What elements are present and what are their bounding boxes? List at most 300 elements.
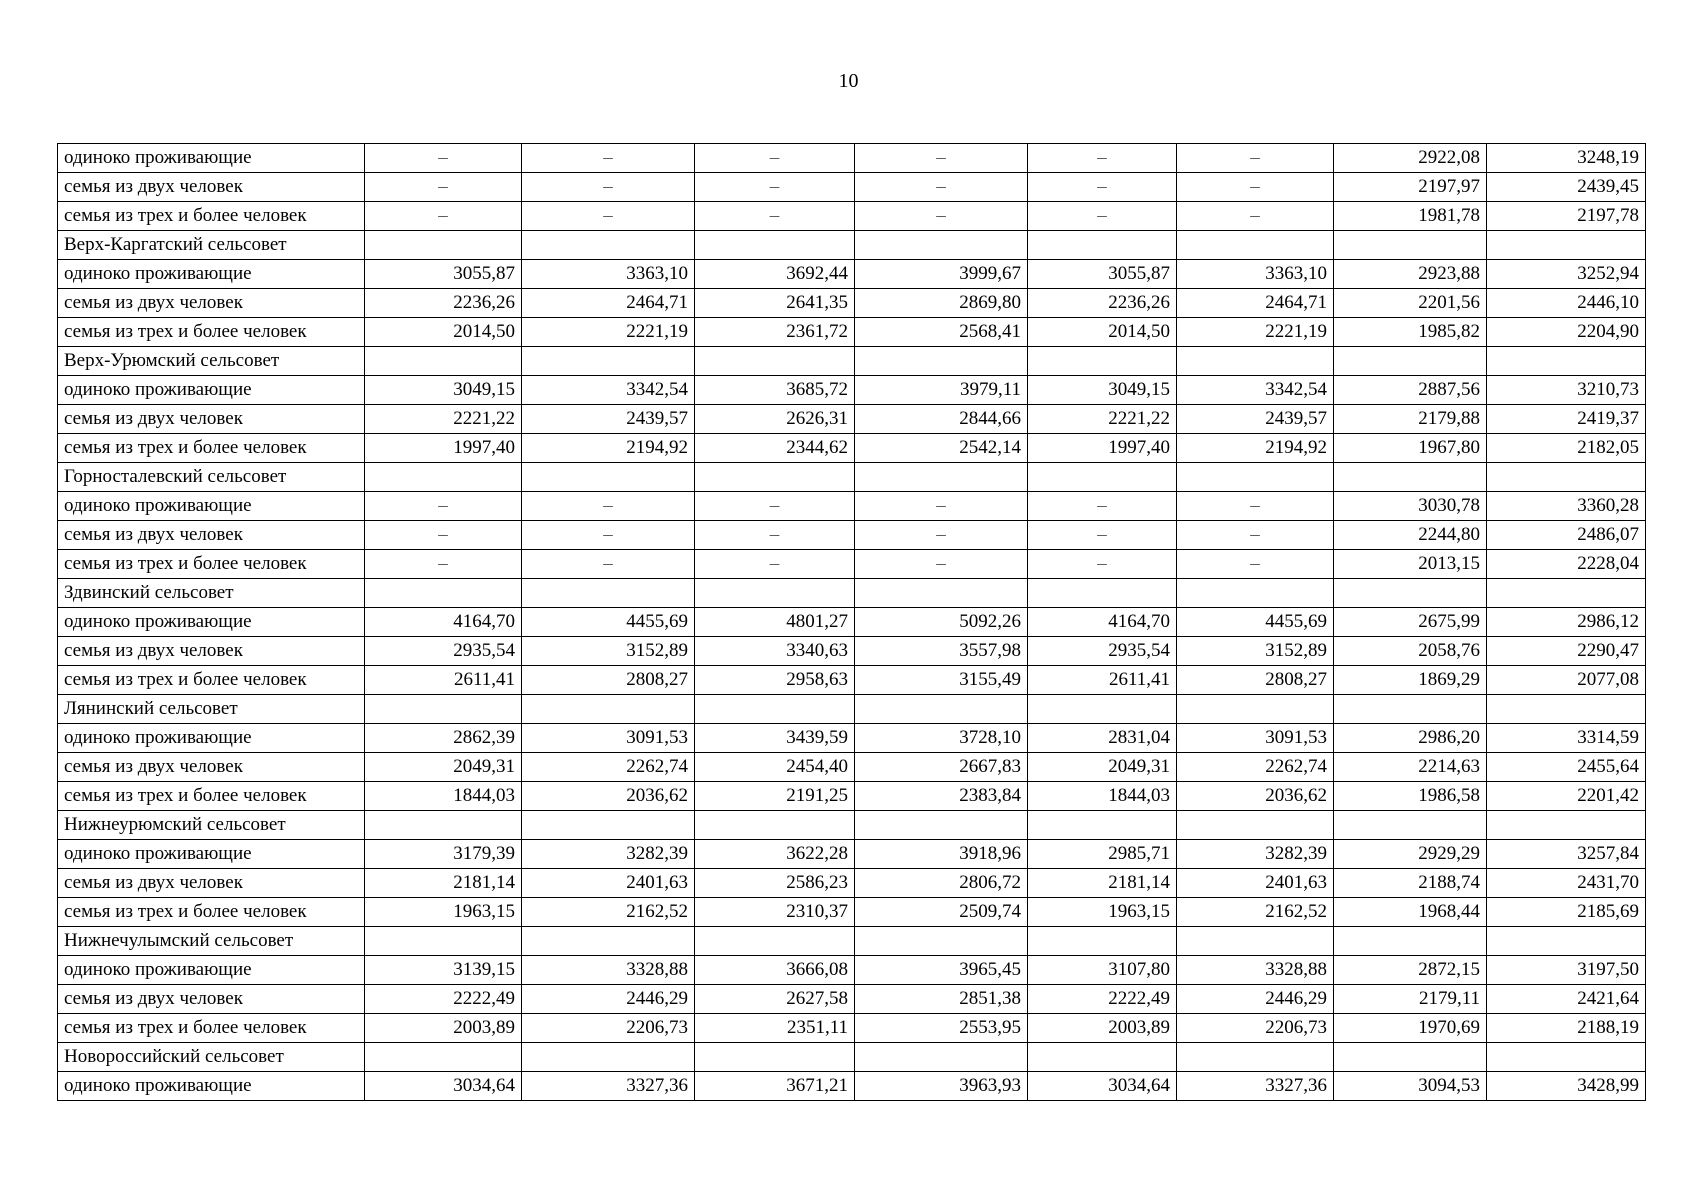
empty-cell <box>365 811 522 840</box>
value-cell: 3314,59 <box>1487 724 1646 753</box>
value-cell: 3091,53 <box>1177 724 1334 753</box>
value-cell: 3666,08 <box>695 956 855 985</box>
value-cell: 2197,97 <box>1334 173 1487 202</box>
value-cell: 2568,41 <box>855 318 1028 347</box>
value-cell: 3282,39 <box>522 840 695 869</box>
value-cell: 2204,90 <box>1487 318 1646 347</box>
value-cell: 2194,92 <box>522 434 695 463</box>
empty-cell <box>365 463 522 492</box>
value-cell: 2446,29 <box>1177 985 1334 1014</box>
empty-cell <box>1028 463 1177 492</box>
table-row <box>58 289 1646 318</box>
value-cell: 2013,15 <box>1334 550 1487 579</box>
value-cell: 3049,15 <box>365 376 522 405</box>
value-cell: 3210,73 <box>1487 376 1646 405</box>
value-cell: 4455,69 <box>1177 608 1334 637</box>
value-cell: – <box>695 521 855 550</box>
empty-cell <box>695 811 855 840</box>
empty-cell <box>365 231 522 260</box>
empty-cell <box>1334 231 1487 260</box>
value-cell: 3360,28 <box>1487 492 1646 521</box>
value-cell: 2179,88 <box>1334 405 1487 434</box>
table-body <box>58 144 1646 1101</box>
empty-cell <box>855 811 1028 840</box>
empty-cell <box>855 695 1028 724</box>
empty-cell <box>365 1043 522 1072</box>
value-cell: 2641,35 <box>695 289 855 318</box>
value-cell: 1869,29 <box>1334 666 1487 695</box>
value-cell: 2188,19 <box>1487 1014 1646 1043</box>
value-cell: – <box>1177 144 1334 173</box>
value-cell: 3692,44 <box>695 260 855 289</box>
value-cell: – <box>855 521 1028 550</box>
value-cell: – <box>522 521 695 550</box>
group-label: Горносталевский сельсовет <box>58 463 365 492</box>
row-label: одиноко проживающие <box>58 492 365 521</box>
table-row <box>58 869 1646 898</box>
empty-cell <box>522 927 695 956</box>
value-cell: – <box>695 202 855 231</box>
group-header-row <box>58 231 1646 260</box>
table-row <box>58 753 1646 782</box>
value-cell: 2014,50 <box>1028 318 1177 347</box>
value-cell: 3257,84 <box>1487 840 1646 869</box>
value-cell: – <box>365 492 522 521</box>
value-cell: 3094,53 <box>1334 1072 1487 1101</box>
value-cell: 3685,72 <box>695 376 855 405</box>
table-row <box>58 637 1646 666</box>
value-cell: 3671,21 <box>695 1072 855 1101</box>
value-cell: 3428,99 <box>1487 1072 1646 1101</box>
row-label: одиноко проживающие <box>58 840 365 869</box>
value-cell: 3282,39 <box>1177 840 1334 869</box>
value-cell: 3327,36 <box>522 1072 695 1101</box>
value-cell: – <box>1177 521 1334 550</box>
value-cell: 2221,22 <box>1028 405 1177 434</box>
table-row <box>58 434 1646 463</box>
empty-cell <box>1487 1043 1646 1072</box>
empty-cell <box>1487 347 1646 376</box>
empty-cell <box>365 347 522 376</box>
value-cell: 1997,40 <box>1028 434 1177 463</box>
value-cell: 2446,10 <box>1487 289 1646 318</box>
row-label: семья из трех и более человек <box>58 434 365 463</box>
value-cell: 1967,80 <box>1334 434 1487 463</box>
value-cell: – <box>1028 521 1177 550</box>
row-label: семья из двух человек <box>58 173 365 202</box>
row-label: семья из двух человек <box>58 521 365 550</box>
empty-cell <box>1487 695 1646 724</box>
value-cell: 3328,88 <box>1177 956 1334 985</box>
value-cell: 2236,26 <box>1028 289 1177 318</box>
value-cell: 1844,03 <box>365 782 522 811</box>
value-cell: 2036,62 <box>522 782 695 811</box>
value-cell: – <box>1028 550 1177 579</box>
row-label: семья из двух человек <box>58 637 365 666</box>
table-row <box>58 840 1646 869</box>
empty-cell <box>1334 695 1487 724</box>
value-cell: 4164,70 <box>1028 608 1177 637</box>
value-cell: 2262,74 <box>522 753 695 782</box>
empty-cell <box>1177 231 1334 260</box>
value-cell: 2454,40 <box>695 753 855 782</box>
value-cell: 2383,84 <box>855 782 1028 811</box>
group-label: Нижнеурюмский сельсовет <box>58 811 365 840</box>
value-cell: 2262,74 <box>1177 753 1334 782</box>
empty-cell <box>1028 695 1177 724</box>
empty-cell <box>522 347 695 376</box>
empty-cell <box>1334 927 1487 956</box>
value-cell: 2922,08 <box>1334 144 1487 173</box>
value-cell: 3155,49 <box>855 666 1028 695</box>
table-row <box>58 666 1646 695</box>
empty-cell <box>1177 463 1334 492</box>
row-label: одиноко проживающие <box>58 260 365 289</box>
value-cell: 1997,40 <box>365 434 522 463</box>
value-cell: 2181,14 <box>365 869 522 898</box>
value-cell: 2201,42 <box>1487 782 1646 811</box>
value-cell: 2344,62 <box>695 434 855 463</box>
empty-cell <box>1177 1043 1334 1072</box>
empty-cell <box>1487 579 1646 608</box>
value-cell: 2221,22 <box>365 405 522 434</box>
value-cell: 2542,14 <box>855 434 1028 463</box>
empty-cell <box>522 463 695 492</box>
value-cell: 2182,05 <box>1487 434 1646 463</box>
empty-cell <box>695 579 855 608</box>
empty-cell <box>1177 927 1334 956</box>
row-label: семья из трех и более человек <box>58 782 365 811</box>
value-cell: 2872,15 <box>1334 956 1487 985</box>
row-label: семья из трех и более человек <box>58 318 365 347</box>
empty-cell <box>522 579 695 608</box>
group-label: Верх-Каргатский сельсовет <box>58 231 365 260</box>
value-cell: 3342,54 <box>522 376 695 405</box>
value-cell: 3979,11 <box>855 376 1028 405</box>
value-cell: 2431,70 <box>1487 869 1646 898</box>
empty-cell <box>855 1043 1028 1072</box>
empty-cell <box>695 927 855 956</box>
empty-cell <box>1028 347 1177 376</box>
value-cell: – <box>365 202 522 231</box>
row-label: одиноко проживающие <box>58 376 365 405</box>
value-cell: 2986,20 <box>1334 724 1487 753</box>
group-header-row <box>58 927 1646 956</box>
group-label: Новороссийский сельсовет <box>58 1043 365 1072</box>
value-cell: 2221,19 <box>1177 318 1334 347</box>
group-label: Верх-Урюмский сельсовет <box>58 347 365 376</box>
value-cell: 3963,93 <box>855 1072 1028 1101</box>
value-cell: 2446,29 <box>522 985 695 1014</box>
value-cell: – <box>695 492 855 521</box>
table-row <box>58 550 1646 579</box>
group-header-row <box>58 463 1646 492</box>
value-cell: 2206,73 <box>1177 1014 1334 1043</box>
value-cell: 2077,08 <box>1487 666 1646 695</box>
table-row <box>58 492 1646 521</box>
table-row <box>58 782 1646 811</box>
row-label: семья из двух человек <box>58 289 365 318</box>
value-cell: 2185,69 <box>1487 898 1646 927</box>
value-cell: 2626,31 <box>695 405 855 434</box>
value-cell: 2236,26 <box>365 289 522 318</box>
value-cell: – <box>522 202 695 231</box>
table-row <box>58 202 1646 231</box>
value-cell: 3197,50 <box>1487 956 1646 985</box>
value-cell: 2003,89 <box>365 1014 522 1043</box>
value-cell: 3327,36 <box>1177 1072 1334 1101</box>
value-cell: 1968,44 <box>1334 898 1487 927</box>
value-cell: 2221,19 <box>522 318 695 347</box>
value-cell: 2191,25 <box>695 782 855 811</box>
table-row <box>58 376 1646 405</box>
value-cell: – <box>1177 173 1334 202</box>
group-header-row <box>58 1043 1646 1072</box>
empty-cell <box>365 695 522 724</box>
value-cell: 2808,27 <box>1177 666 1334 695</box>
value-cell: – <box>365 144 522 173</box>
group-label: Лянинский сельсовет <box>58 695 365 724</box>
value-cell: 3034,64 <box>365 1072 522 1101</box>
value-cell: 3363,10 <box>522 260 695 289</box>
value-cell: 2985,71 <box>1028 840 1177 869</box>
data-table <box>57 143 1646 1101</box>
value-cell: 2851,38 <box>855 985 1028 1014</box>
value-cell: 2611,41 <box>1028 666 1177 695</box>
row-label: семья из трех и более человек <box>58 898 365 927</box>
empty-cell <box>1334 811 1487 840</box>
value-cell: 5092,26 <box>855 608 1028 637</box>
empty-cell <box>695 347 855 376</box>
value-cell: 2509,74 <box>855 898 1028 927</box>
table-row <box>58 521 1646 550</box>
value-cell: 3055,87 <box>365 260 522 289</box>
empty-cell <box>1177 579 1334 608</box>
value-cell: 2923,88 <box>1334 260 1487 289</box>
value-cell: 2455,64 <box>1487 753 1646 782</box>
empty-cell <box>522 231 695 260</box>
table-row <box>58 985 1646 1014</box>
value-cell: 2627,58 <box>695 985 855 1014</box>
value-cell: – <box>1028 173 1177 202</box>
value-cell: 2310,37 <box>695 898 855 927</box>
value-cell: – <box>365 173 522 202</box>
value-cell: 2401,63 <box>1177 869 1334 898</box>
value-cell: 2439,45 <box>1487 173 1646 202</box>
empty-cell <box>365 579 522 608</box>
value-cell: – <box>695 173 855 202</box>
page-number: 10 <box>838 70 859 92</box>
value-cell: 3248,19 <box>1487 144 1646 173</box>
value-cell: 2228,04 <box>1487 550 1646 579</box>
empty-cell <box>1487 811 1646 840</box>
group-label: Нижнечулымский сельсовет <box>58 927 365 956</box>
value-cell: 2887,56 <box>1334 376 1487 405</box>
value-cell: 2179,11 <box>1334 985 1487 1014</box>
empty-cell <box>1028 579 1177 608</box>
value-cell: 2675,99 <box>1334 608 1487 637</box>
value-cell: – <box>855 144 1028 173</box>
value-cell: 2003,89 <box>1028 1014 1177 1043</box>
value-cell: 3034,64 <box>1028 1072 1177 1101</box>
value-cell: 2244,80 <box>1334 521 1487 550</box>
empty-cell <box>1177 347 1334 376</box>
value-cell: 2439,57 <box>1177 405 1334 434</box>
group-header-row <box>58 695 1646 724</box>
table-row <box>58 318 1646 347</box>
empty-cell <box>522 1043 695 1072</box>
table-row <box>58 173 1646 202</box>
value-cell: 2986,12 <box>1487 608 1646 637</box>
empty-cell <box>1028 811 1177 840</box>
value-cell: – <box>522 144 695 173</box>
value-cell: – <box>522 492 695 521</box>
value-cell: – <box>365 550 522 579</box>
value-cell: 2049,31 <box>365 753 522 782</box>
value-cell: 3152,89 <box>522 637 695 666</box>
row-label: одиноко проживающие <box>58 608 365 637</box>
group-label: Здвинский сельсовет <box>58 579 365 608</box>
value-cell: 3342,54 <box>1177 376 1334 405</box>
value-cell: 2361,72 <box>695 318 855 347</box>
value-cell: 2862,39 <box>365 724 522 753</box>
empty-cell <box>1334 579 1487 608</box>
value-cell: 2464,71 <box>1177 289 1334 318</box>
empty-cell <box>1028 927 1177 956</box>
value-cell: – <box>365 521 522 550</box>
value-cell: 2935,54 <box>365 637 522 666</box>
value-cell: 3252,94 <box>1487 260 1646 289</box>
table-row <box>58 956 1646 985</box>
value-cell: – <box>1028 202 1177 231</box>
value-cell: 3622,28 <box>695 840 855 869</box>
empty-cell <box>1334 1043 1487 1072</box>
value-cell: 1981,78 <box>1334 202 1487 231</box>
empty-cell <box>1487 463 1646 492</box>
empty-cell <box>855 231 1028 260</box>
value-cell: 2844,66 <box>855 405 1028 434</box>
value-cell: – <box>1177 492 1334 521</box>
empty-cell <box>695 1043 855 1072</box>
value-cell: 2014,50 <box>365 318 522 347</box>
empty-cell <box>855 347 1028 376</box>
value-cell: 3999,67 <box>855 260 1028 289</box>
empty-cell <box>1028 231 1177 260</box>
value-cell: 3728,10 <box>855 724 1028 753</box>
value-cell: 2162,52 <box>1177 898 1334 927</box>
value-cell: 3055,87 <box>1028 260 1177 289</box>
value-cell: 3049,15 <box>1028 376 1177 405</box>
row-label: семья из трех и более человек <box>58 1014 365 1043</box>
value-cell: 2419,37 <box>1487 405 1646 434</box>
value-cell: 2197,78 <box>1487 202 1646 231</box>
value-cell: 2958,63 <box>695 666 855 695</box>
empty-cell <box>695 231 855 260</box>
group-header-row <box>58 347 1646 376</box>
row-label: семья из трех и более человек <box>58 550 365 579</box>
table-row <box>58 260 1646 289</box>
value-cell: 3091,53 <box>522 724 695 753</box>
empty-cell <box>695 695 855 724</box>
value-cell: 2611,41 <box>365 666 522 695</box>
empty-cell <box>1177 695 1334 724</box>
row-label: одиноко проживающие <box>58 144 365 173</box>
empty-cell <box>855 927 1028 956</box>
value-cell: 2351,11 <box>695 1014 855 1043</box>
table-row <box>58 1072 1646 1101</box>
empty-cell <box>1334 463 1487 492</box>
value-cell: 1963,15 <box>1028 898 1177 927</box>
value-cell: – <box>522 550 695 579</box>
value-cell: 3328,88 <box>522 956 695 985</box>
table-row <box>58 608 1646 637</box>
row-label: семья из двух человек <box>58 405 365 434</box>
empty-cell <box>1028 1043 1177 1072</box>
row-label: семья из двух человек <box>58 869 365 898</box>
value-cell: 3340,63 <box>695 637 855 666</box>
empty-cell <box>1177 811 1334 840</box>
group-header-row <box>58 579 1646 608</box>
value-cell: 2222,49 <box>1028 985 1177 1014</box>
value-cell: – <box>855 173 1028 202</box>
value-cell: 2214,63 <box>1334 753 1487 782</box>
value-cell: – <box>855 202 1028 231</box>
value-cell: – <box>1028 492 1177 521</box>
value-cell: 2421,64 <box>1487 985 1646 1014</box>
empty-cell <box>522 811 695 840</box>
row-label: семья из трех и более человек <box>58 666 365 695</box>
value-cell: 2194,92 <box>1177 434 1334 463</box>
value-cell: 2290,47 <box>1487 637 1646 666</box>
value-cell: – <box>1028 144 1177 173</box>
value-cell: 4801,27 <box>695 608 855 637</box>
empty-cell <box>1487 231 1646 260</box>
value-cell: – <box>522 173 695 202</box>
value-cell: 2667,83 <box>855 753 1028 782</box>
empty-cell <box>365 927 522 956</box>
value-cell: 2929,29 <box>1334 840 1487 869</box>
value-cell: 2162,52 <box>522 898 695 927</box>
value-cell: 2935,54 <box>1028 637 1177 666</box>
value-cell: 1985,82 <box>1334 318 1487 347</box>
value-cell: 3439,59 <box>695 724 855 753</box>
value-cell: 2806,72 <box>855 869 1028 898</box>
empty-cell <box>522 695 695 724</box>
value-cell: 2486,07 <box>1487 521 1646 550</box>
value-cell: 2869,80 <box>855 289 1028 318</box>
value-cell: 2036,62 <box>1177 782 1334 811</box>
value-cell: 3107,80 <box>1028 956 1177 985</box>
value-cell: 2058,76 <box>1334 637 1487 666</box>
value-cell: 2222,49 <box>365 985 522 1014</box>
value-cell: – <box>855 550 1028 579</box>
value-cell: 2831,04 <box>1028 724 1177 753</box>
value-cell: 2808,27 <box>522 666 695 695</box>
table-row <box>58 144 1646 173</box>
group-header-row <box>58 811 1646 840</box>
empty-cell <box>695 463 855 492</box>
value-cell: 3918,96 <box>855 840 1028 869</box>
table-row <box>58 724 1646 753</box>
empty-cell <box>855 579 1028 608</box>
value-cell: 3030,78 <box>1334 492 1487 521</box>
value-cell: 2206,73 <box>522 1014 695 1043</box>
value-cell: 2049,31 <box>1028 753 1177 782</box>
row-label: одиноко проживающие <box>58 1072 365 1101</box>
row-label: семья из двух человек <box>58 985 365 1014</box>
empty-cell <box>1334 347 1487 376</box>
table-row <box>58 405 1646 434</box>
